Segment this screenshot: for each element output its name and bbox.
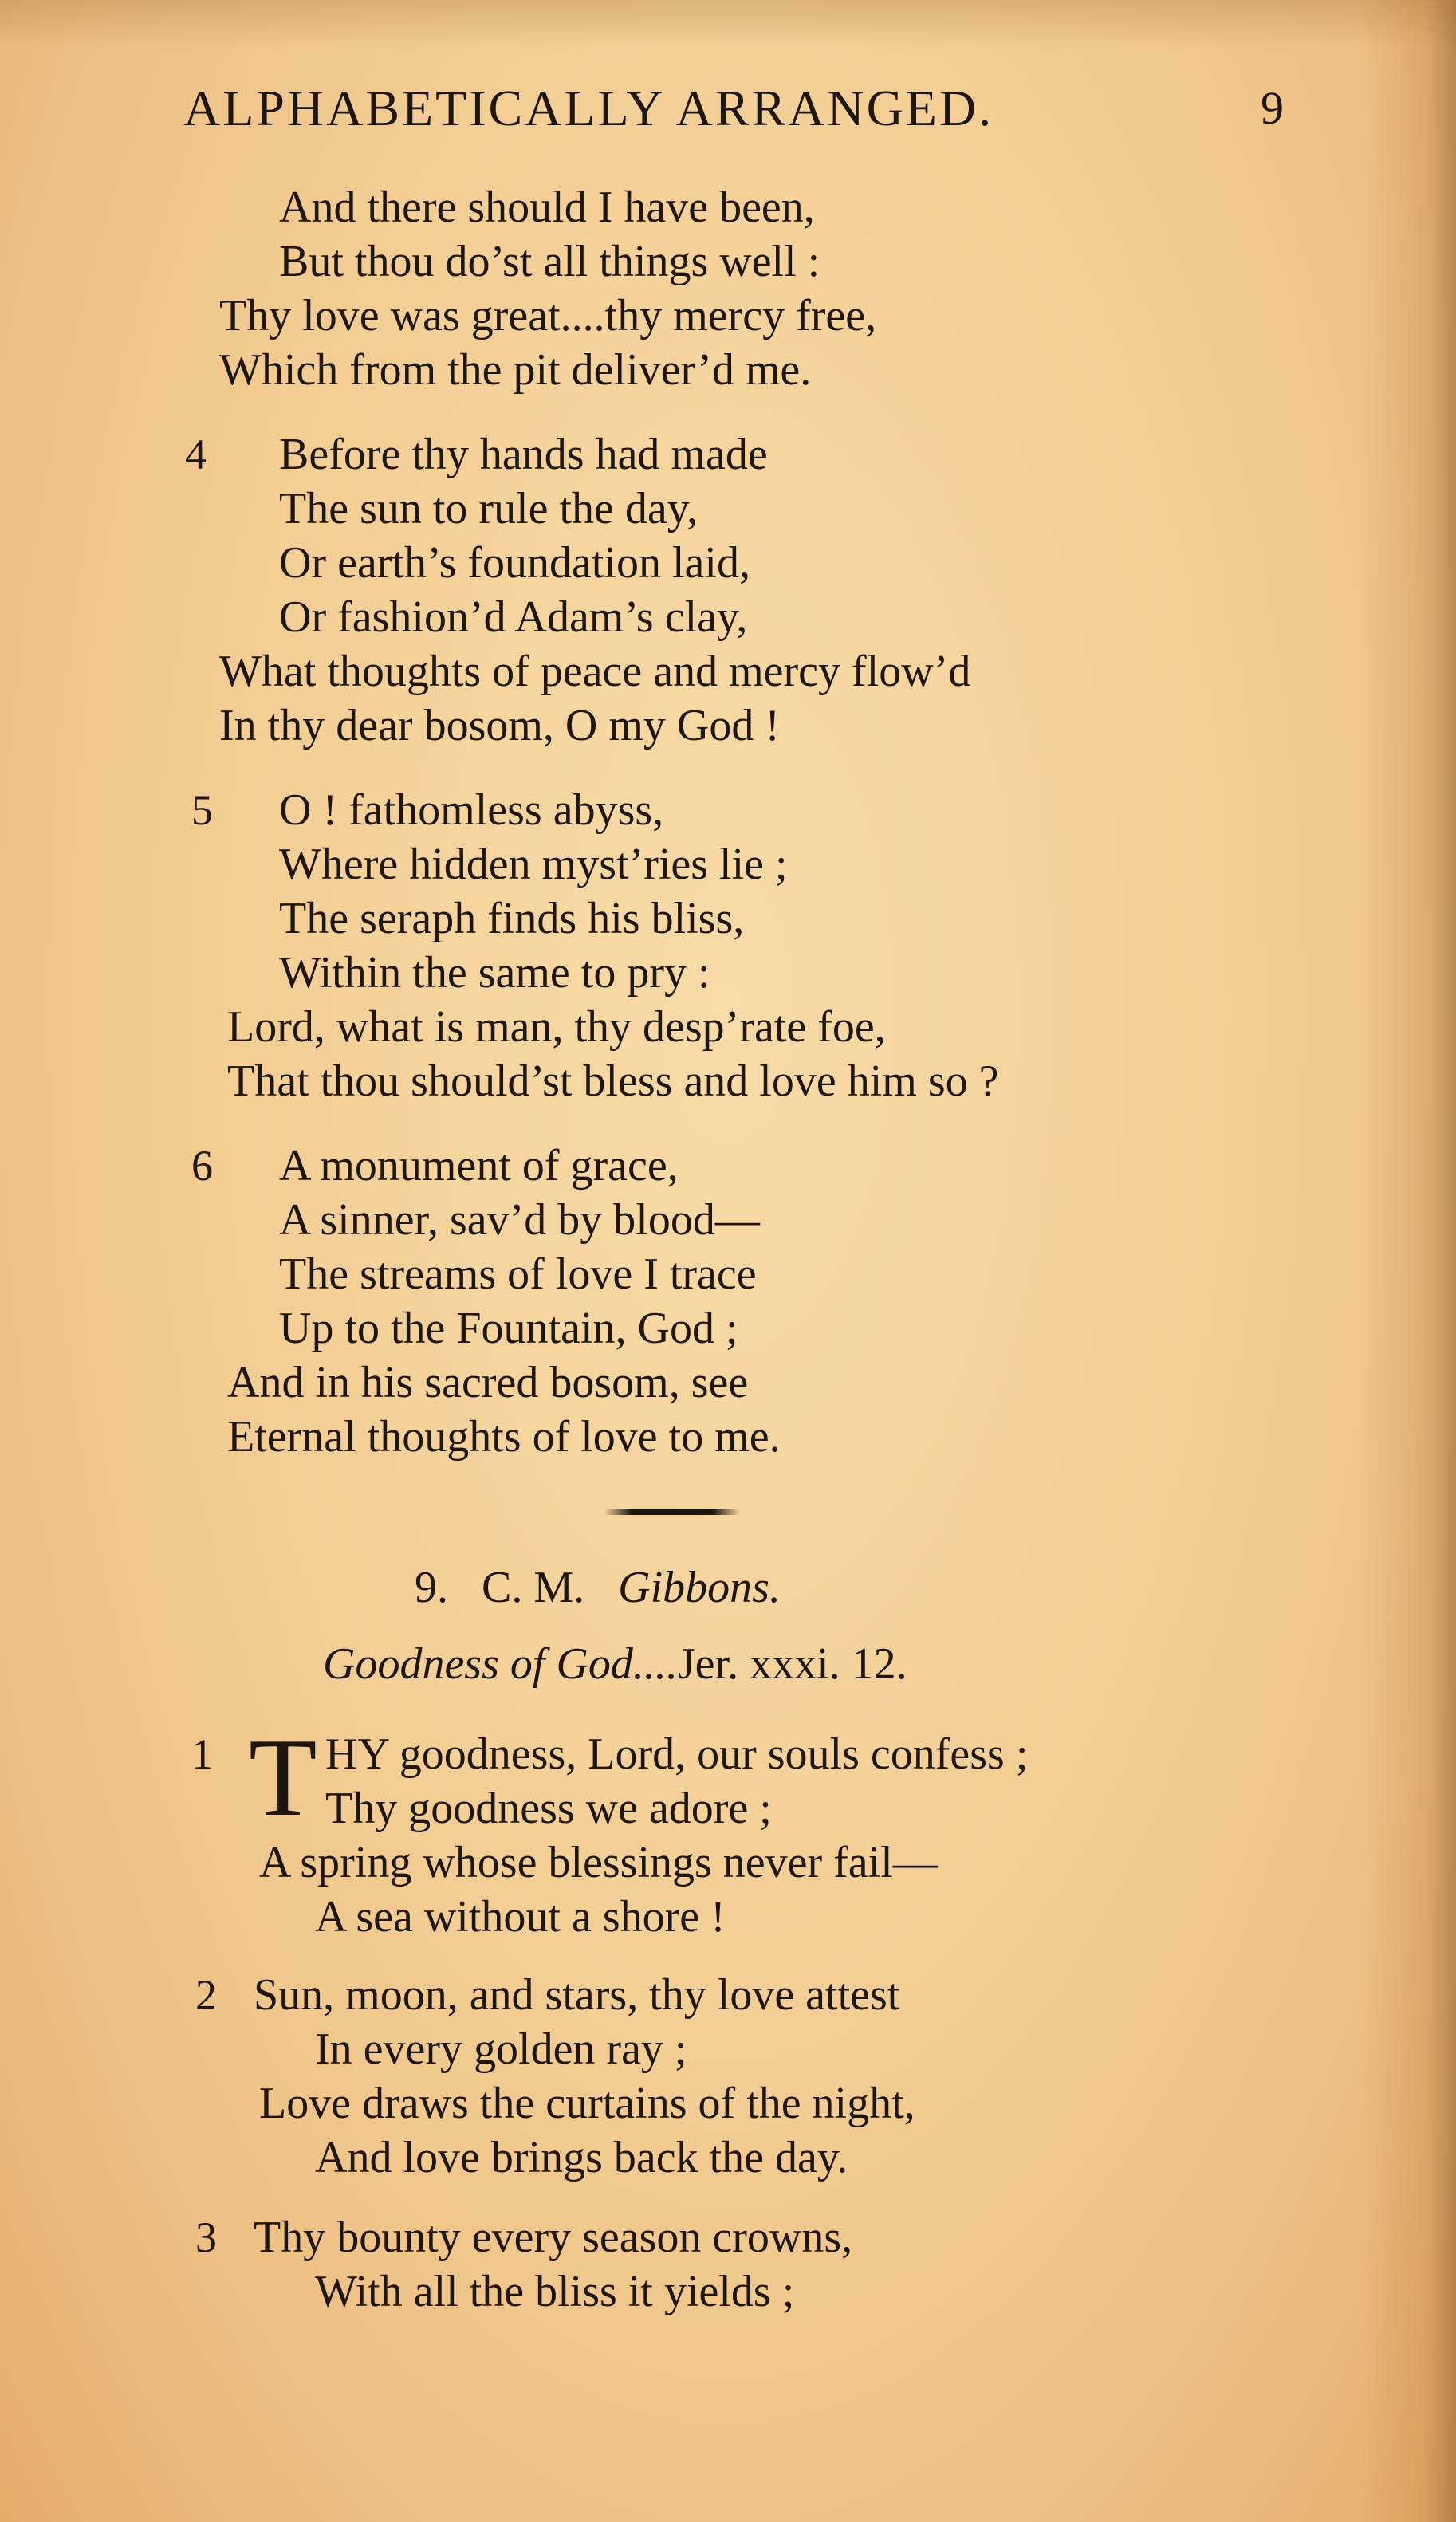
verse-line: The streams of love I trace <box>279 1249 757 1299</box>
page-number: 9 <box>1261 82 1284 134</box>
verse-number: 2 <box>195 1971 217 2019</box>
verse-line: A sinner, sav’d by blood— <box>279 1195 760 1245</box>
hymn-heading <box>415 1560 781 1615</box>
page-edge-stain-right <box>1360 0 1456 2522</box>
verse-line: Before thy hands had made <box>279 430 768 479</box>
verse-line: With all the bliss it yields ; <box>315 2267 795 2316</box>
drop-cap-letter: T <box>249 1716 317 1839</box>
verse-line: And in his sacred bosom, see <box>227 1358 749 1407</box>
verse-line: Where hidden myst’ries lie ; <box>279 840 788 889</box>
section-divider-rule <box>604 1509 740 1515</box>
hymn-meter: C. M. <box>482 1563 585 1612</box>
verse-line: But thou do’st all things well : <box>279 237 820 286</box>
verse-line: A spring whose blessings never fail— <box>259 1838 938 1887</box>
verse-line: Eternal thoughts of love to me. <box>227 1412 781 1462</box>
page-edge-stain-top <box>0 0 1456 48</box>
verse-line: A monument of grace, <box>279 1141 679 1190</box>
verse-line: Or fashion’d Adam’s clay, <box>279 592 748 642</box>
verse-number: 3 <box>195 2213 217 2261</box>
verse-line: Sun, moon, and stars, thy love attest <box>254 1970 900 2020</box>
verse-line: Which from the pit deliver’d me. <box>219 345 812 395</box>
verse-line: Up to the Fountain, God ; <box>279 1304 738 1353</box>
hymn-number: 9. <box>415 1563 448 1612</box>
verse-line: Lord, what is man, thy desp’rate foe, <box>227 1002 886 1052</box>
verse-line: Love draws the curtains of the night, <box>259 2079 915 2128</box>
verse-line: That thou should’st bless and love him so ? <box>227 1056 999 1106</box>
verse-line: A sea without a shore ! <box>315 1892 726 1942</box>
verse-number: 1 <box>191 1730 213 1778</box>
verse-number: 5 <box>191 786 213 834</box>
verse-number: 4 <box>185 431 207 478</box>
hymn-subject: Goodness of God.... <box>323 1639 678 1689</box>
verse-line: And there should I have been, <box>279 183 815 232</box>
hymn-subject-line <box>323 1636 907 1692</box>
verse-line: Within the same to pry : <box>279 948 710 997</box>
verse-line: What thoughts of peace and mercy flow’d <box>219 647 971 696</box>
verse-number: 6 <box>191 1142 213 1190</box>
verse-line: Thy goodness we adore ; <box>325 1784 772 1833</box>
verse-line: The sun to rule the day, <box>279 484 698 533</box>
verse-line: In every golden ray ; <box>315 2024 687 2074</box>
verse-line: The seraph finds his bliss, <box>279 894 745 943</box>
running-title: ALPHABETICALLY ARRANGED. <box>183 80 994 136</box>
verse-line: And love brings back the day. <box>315 2133 848 2182</box>
verse-line: Or earth’s foundation laid, <box>279 538 750 588</box>
hymn-author: Gibbons. <box>618 1563 781 1612</box>
verse-line: Thy love was great....thy mercy free, <box>219 291 877 340</box>
verse-line: O ! fathomless abyss, <box>279 785 664 835</box>
verse-line: Thy bounty every season crowns, <box>254 2213 853 2262</box>
hymn-scripture-reference: Jer. xxxi. 12. <box>677 1639 907 1689</box>
running-header <box>183 77 1284 140</box>
verse-line: In thy dear bosom, O my God ! <box>219 701 781 750</box>
verse-line: HY goodness, Lord, our souls confess ; <box>325 1729 1029 1779</box>
